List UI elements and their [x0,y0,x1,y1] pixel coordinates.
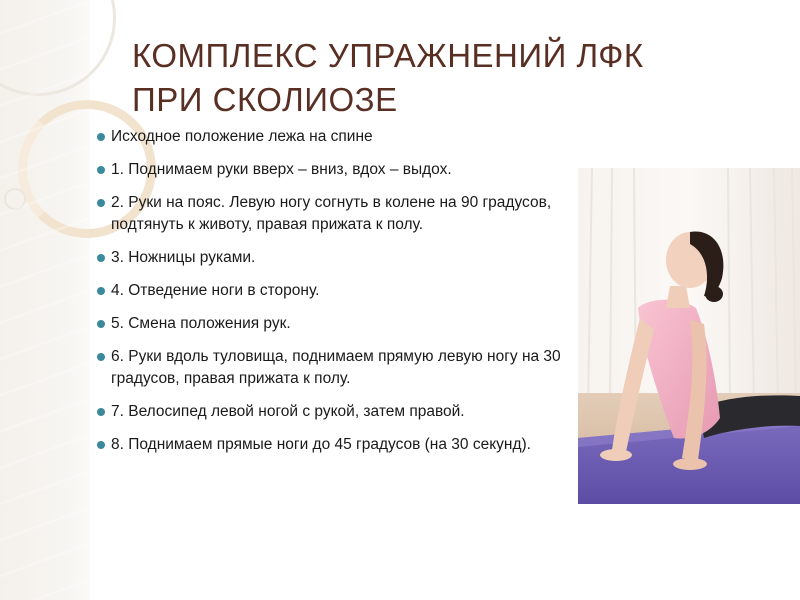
list-item [96,346,574,390]
list-item-text: 4. Отведение ноги в сторону. [111,282,320,299]
list-item-text: 5. Смена положения рук. [111,315,291,332]
bullet-icon [97,133,105,141]
list-item [96,126,574,148]
yoga-photo [578,168,800,504]
list-item [96,313,574,335]
list-item [96,247,574,269]
decorative-gloss [0,0,90,600]
slide-title [132,34,772,122]
bullet-icon [97,287,105,295]
list-item-text: 7. Велосипед левой ногой с рукой, затем правой. [111,403,465,420]
slide-title-line-2: ПРИ СКОЛИОЗЕ [132,81,398,118]
exercise-list [96,126,574,467]
list-item [96,159,574,181]
bullet-icon [97,353,105,361]
bullet-icon [97,320,105,328]
list-item-text: Исходное положение лежа на спине [111,128,373,145]
list-item-text: 3. Ножницы руками. [111,249,256,266]
slide-title-line-1: КОМПЛЕКС УПРАЖНЕНИЙ ЛФК [132,37,644,74]
list-item [96,434,574,456]
list-item [96,401,574,423]
list-item-text: 1. Поднимаем руки вверх – вниз, вдох – выдох. [111,161,452,178]
bullet-icon [97,166,105,174]
bullet-icon [97,441,105,449]
bullet-icon [97,199,105,207]
bullet-icon [97,408,105,416]
list-item-text: 8. Поднимаем прямые ноги до 45 градусов (на 30 секунд). [111,436,531,453]
list-item-text: 6. Руки вдоль туловища, поднимаем прямую левую ногу на 30 градусов, правая прижата к полу. [111,348,561,387]
list-item [96,192,574,236]
cobra-pose-illustration [578,168,800,504]
list-item-text: 2. Руки на пояс. Левую ногу согнуть в колене на 90 градусов, подтянуть к животу, правая прижата к полу. [111,194,552,233]
bullet-icon [97,254,105,262]
decorative-left-strip [0,0,90,600]
list-item [96,280,574,302]
